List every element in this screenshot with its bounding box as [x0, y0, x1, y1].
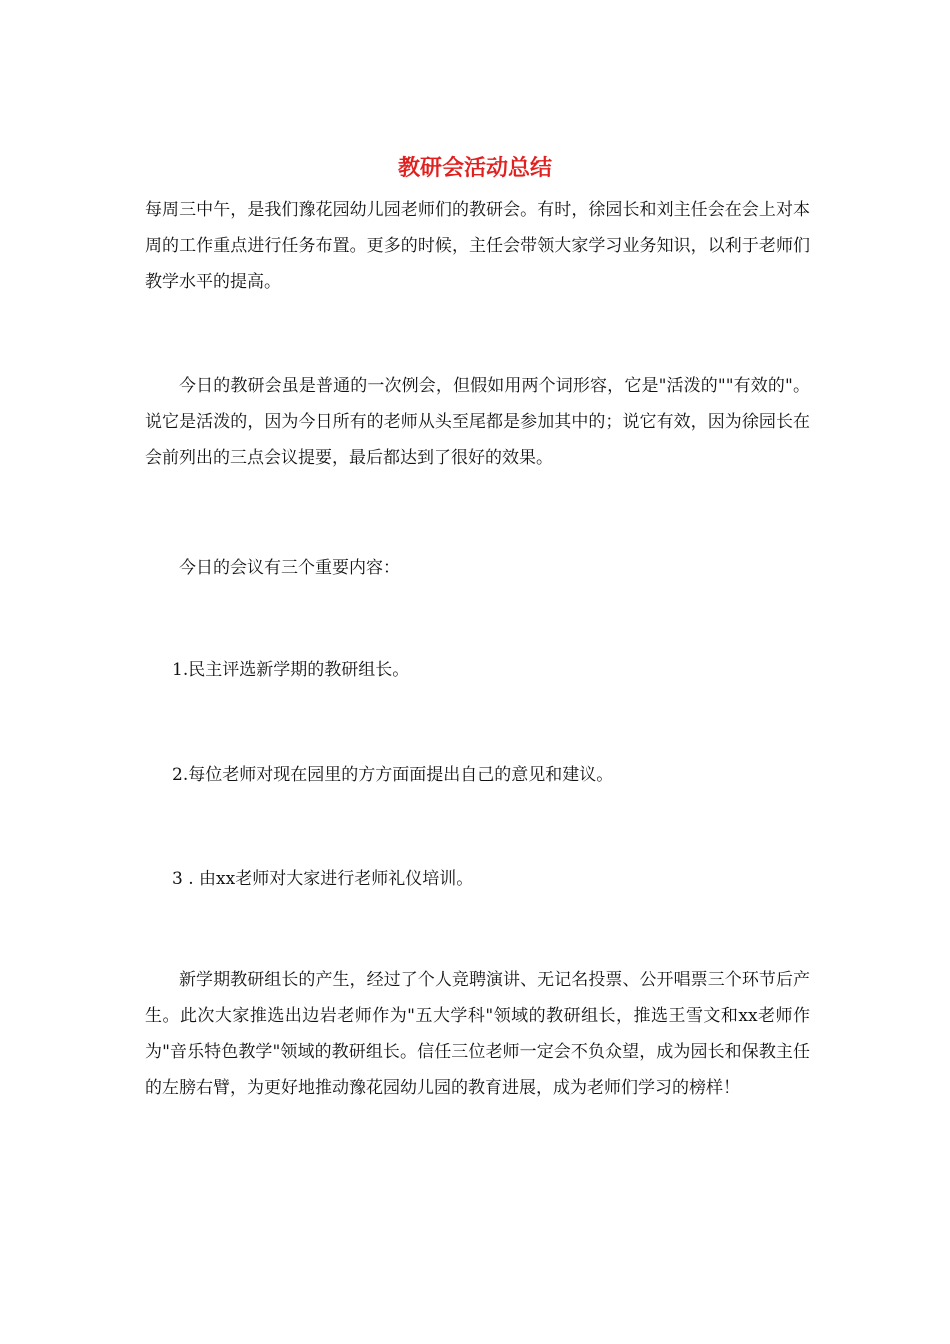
- agenda-intro-paragraph: 今日的会议有三个重要内容：: [179, 558, 400, 578]
- agenda-item-2: 2.每位老师对现在园里的方方面面提出自己的意见和建议。: [172, 765, 614, 785]
- intro-paragraph: 每周三中午，是我们豫花园幼儿园老师们的教研会。有时，徐园长和刘主任会在会上对本周的工作重点进行任务布置。更多的时候，主任会带领大家学习业务知识，以利于老师们教学水平的提高。: [145, 200, 810, 292]
- closing-paragraph: 新学期教研组长的产生，经过了个人竞聘演讲、无记名投票、公开唱票三个环节后产生。此次大家推选出边岩老师作为"五大学科"领域的教研组长，推选王雪文和xx老师作为"音乐特色教学"领域的教研组长。信任三位老师一定会不负众望，成为园长和保教主任的左膀右臂，为更好地推动豫花园幼儿园的教育进展，成为老师们学习的榜样！: [145, 970, 810, 1098]
- agenda-item-1: 1.民主评选新学期的教研组长。: [172, 660, 410, 680]
- document-title: 教研会活动总结: [397, 155, 552, 181]
- agenda-item-3: 3 . 由xx老师对大家进行老师礼仪培训。: [172, 869, 474, 889]
- summary-paragraph: 今日的教研会虽是普通的一次例会，但假如用两个词形容，它是"活泼的""有效的"。说它是活泼的，因为今日所有的老师从头至尾都是参加其中的；说它有效，因为徐园长在会前列出的三点会议提要，最后都达到了很好的效果。: [145, 376, 810, 468]
